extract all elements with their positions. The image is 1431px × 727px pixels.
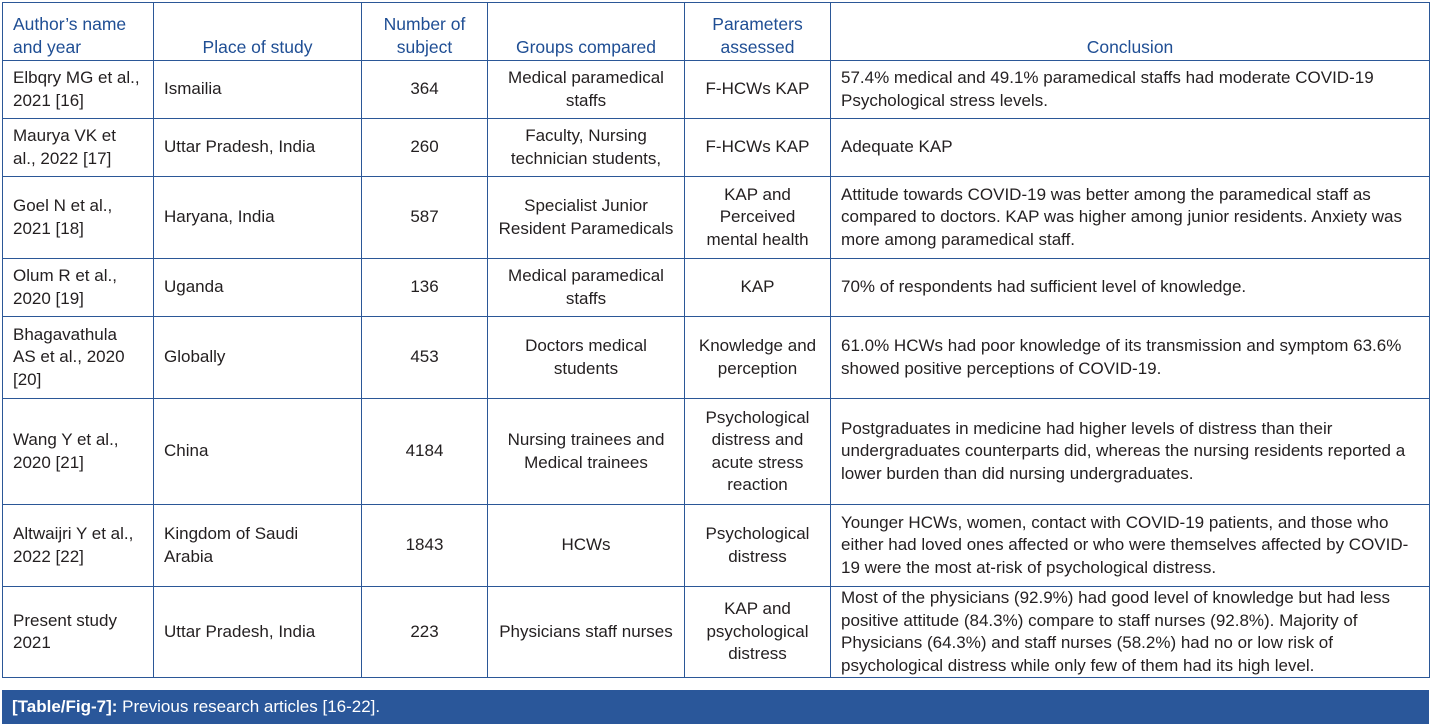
- place-cell: Globally: [154, 317, 362, 399]
- author-cell: Altwaijri Y et al., 2022 [22]: [3, 505, 154, 587]
- table-row: [3, 399, 1430, 505]
- conclusion-cell: 70% of respondents had sufficient level of knowledge.: [831, 259, 1430, 317]
- caption-label: [Table/Fig-7]:: [12, 697, 118, 716]
- parameters-cell: KAP: [685, 259, 831, 317]
- table-row: [3, 317, 1430, 399]
- table-caption: [2, 690, 1429, 724]
- table-row: [3, 259, 1430, 317]
- author-cell: Wang Y et al., 2020 [21]: [3, 399, 154, 505]
- conclusion-cell: Younger HCWs, women, contact with COVID-19 patients, and those who either had loved ones affected or who were themselves affected by COVID-19 were the most at-risk of psychological distress.: [831, 505, 1430, 587]
- number-cell: 260: [362, 119, 488, 177]
- conclusion-cell: 61.0% HCWs had poor knowledge of its transmission and symptom 63.6% showed positive perceptions of COVID-19.: [831, 317, 1430, 399]
- conclusion-cell: Adequate KAP: [831, 119, 1430, 177]
- conclusion-cell: Postgraduates in medicine had higher levels of distress than their undergraduates counterparts did, whereas the nursing residents reported a lower burden than did nursing undergraduates.: [831, 399, 1430, 505]
- groups-cell: Doctors medical students: [488, 317, 685, 399]
- place-cell: China: [154, 399, 362, 505]
- table-header-row: [3, 3, 1430, 61]
- groups-cell: Medical paramedical staffs: [488, 61, 685, 119]
- parameters-cell: KAP and psychological distress: [685, 587, 831, 678]
- groups-cell: Medical paramedical staffs: [488, 259, 685, 317]
- table-row: [3, 177, 1430, 259]
- parameters-cell: Psychological distress: [685, 505, 831, 587]
- caption-text: Previous research articles [16-22].: [117, 697, 381, 716]
- header-conclusion: Conclusion: [831, 3, 1430, 61]
- place-cell: Kingdom of Saudi Arabia: [154, 505, 362, 587]
- number-cell: 364: [362, 61, 488, 119]
- number-cell: 453: [362, 317, 488, 399]
- parameters-cell: KAP and Perceived mental health: [685, 177, 831, 259]
- groups-cell: Nursing trainees and Medical trainees: [488, 399, 685, 505]
- place-cell: Uttar Pradesh, India: [154, 119, 362, 177]
- number-cell: 4184: [362, 399, 488, 505]
- place-cell: Uganda: [154, 259, 362, 317]
- conclusion-cell: Attitude towards COVID-19 was better among the paramedical staff as compared to doctors. KAP was higher among junior residents. Anxiety was more among paramedical staff.: [831, 177, 1430, 259]
- groups-cell: Physicians staff nurses: [488, 587, 685, 678]
- parameters-cell: F-HCWs KAP: [685, 119, 831, 177]
- author-cell: Goel N et al., 2021 [18]: [3, 177, 154, 259]
- conclusion-cell: Most of the physicians (92.9%) had good level of knowledge but had less positive attitude (84.3%) compare to staff nurses (92.8%). Majority of Physicians (64.3%) and staff nurses (58.2%) had no or low risk of psychological distress while only few of them had its high level.: [831, 587, 1430, 678]
- table-row: [3, 505, 1430, 587]
- research-table-container: [2, 2, 1429, 678]
- groups-cell: HCWs: [488, 505, 685, 587]
- groups-cell: Faculty, Nursing technician students,: [488, 119, 685, 177]
- table-body: [3, 61, 1430, 678]
- author-cell: Maurya VK et al., 2022 [17]: [3, 119, 154, 177]
- table-row: [3, 119, 1430, 177]
- parameters-cell: Knowledge and perception: [685, 317, 831, 399]
- author-cell: Elbqry MG et al., 2021 [16]: [3, 61, 154, 119]
- table-row: [3, 61, 1430, 119]
- header-number: Number of subject: [362, 3, 488, 61]
- previous-research-table: [2, 2, 1430, 678]
- parameters-cell: Psychological distress and acute stress reaction: [685, 399, 831, 505]
- author-cell: Present study 2021: [3, 587, 154, 678]
- table-row: [3, 587, 1430, 678]
- author-cell: Olum R et al., 2020 [19]: [3, 259, 154, 317]
- number-cell: 223: [362, 587, 488, 678]
- place-cell: Uttar Pradesh, India: [154, 587, 362, 678]
- number-cell: 136: [362, 259, 488, 317]
- number-cell: 1843: [362, 505, 488, 587]
- conclusion-cell: 57.4% medical and 49.1% paramedical staffs had moderate COVID-19 Psychological stress levels.: [831, 61, 1430, 119]
- header-groups: Groups compared: [488, 3, 685, 61]
- place-cell: Ismailia: [154, 61, 362, 119]
- header-parameters: Parameters assessed: [685, 3, 831, 61]
- number-cell: 587: [362, 177, 488, 259]
- parameters-cell: F-HCWs KAP: [685, 61, 831, 119]
- header-author: Author’s name and year: [3, 3, 154, 61]
- author-cell: Bhagavathula AS et al., 2020 [20]: [3, 317, 154, 399]
- groups-cell: Specialist Junior Resident Paramedicals: [488, 177, 685, 259]
- header-place: Place of study: [154, 3, 362, 61]
- place-cell: Haryana, India: [154, 177, 362, 259]
